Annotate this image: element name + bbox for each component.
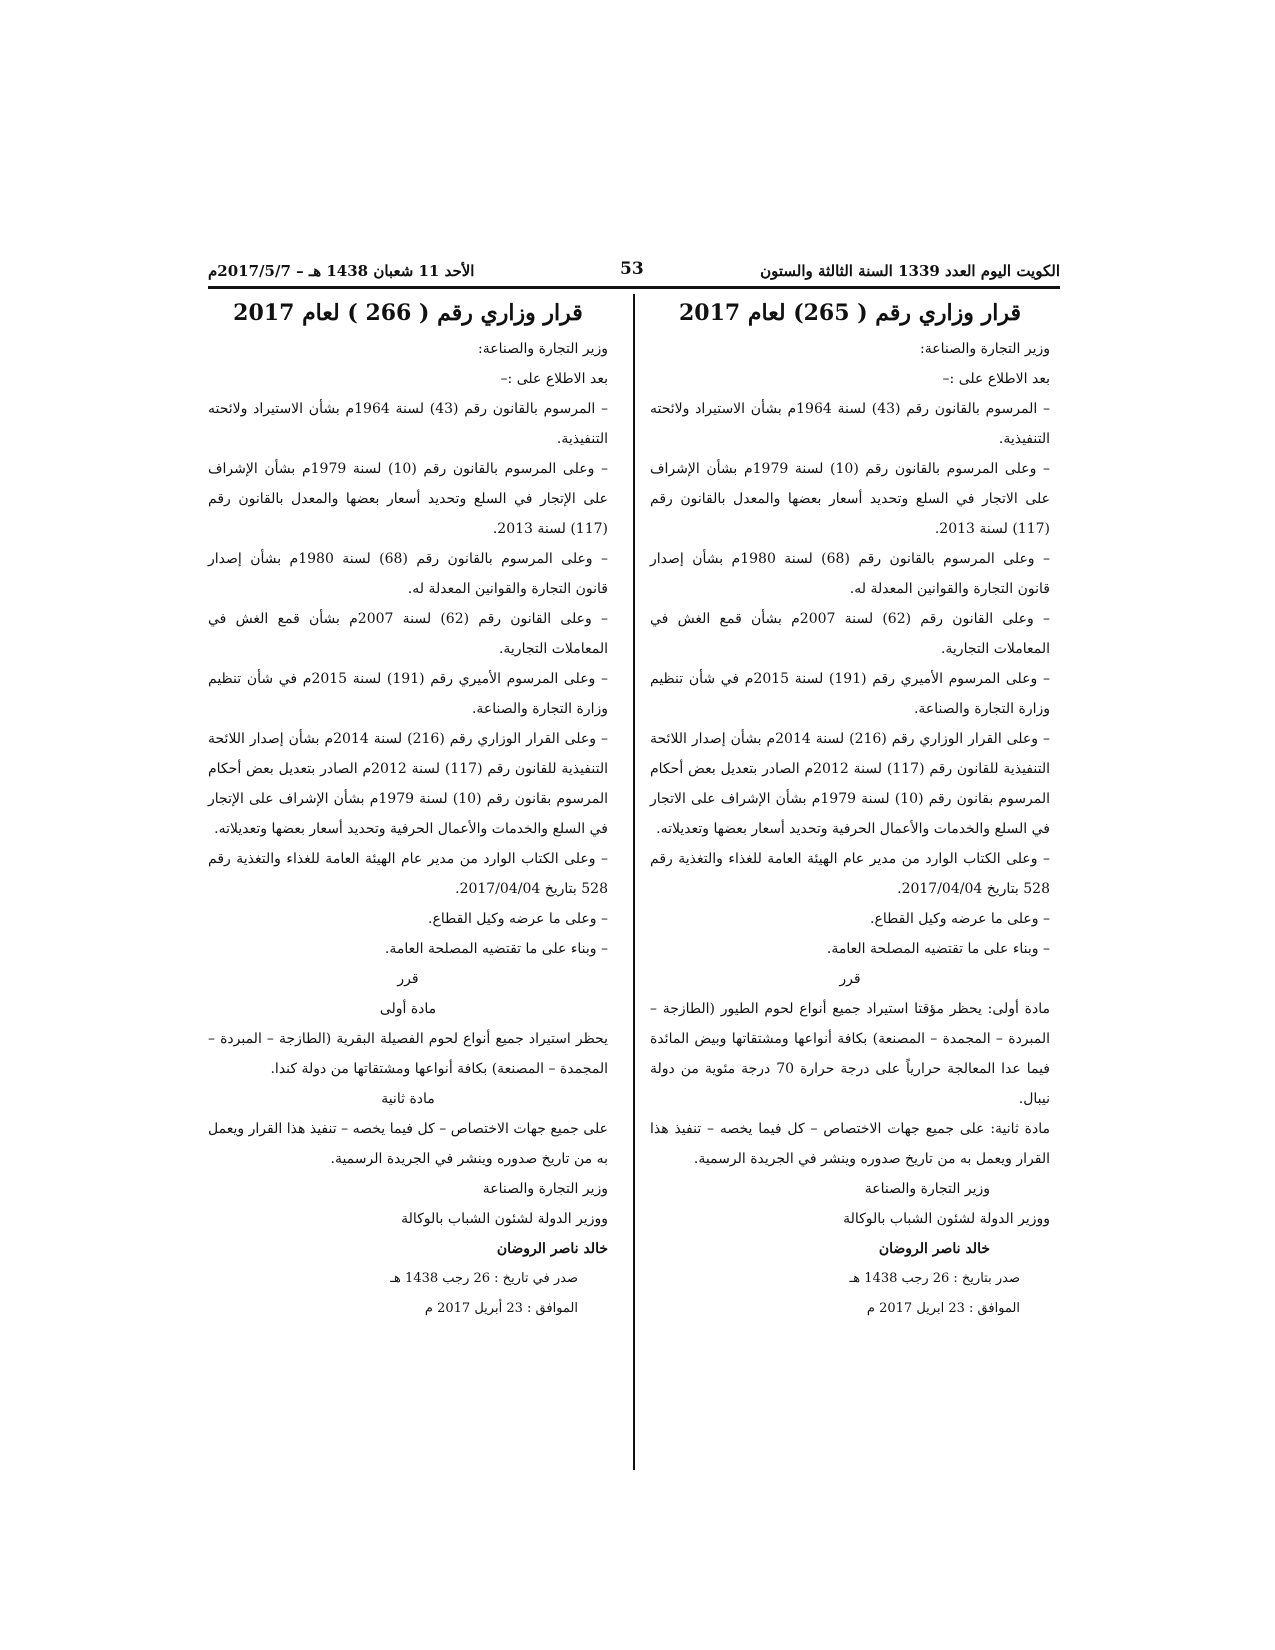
clause: – وعلى المرسوم الأميري رقم (191) لسنة 2015م في شأن تنظيم وزارة التجارة والصناعة. [208, 671, 608, 717]
signature-title: وزير التجارة والصناعة [864, 1181, 990, 1197]
clause: – وبناء على ما تقتضيه المصلحة العامة. [384, 941, 608, 957]
clause: – وعلى المرسوم بالقانون رقم (68) لسنة 1980م بشأن إصدار قانون التجارة والقوانين المعدلة له. [208, 551, 608, 597]
decision-title: قرار وزاري رقم ( 265) لعام 2017 [679, 300, 1021, 326]
signature-title-2: ووزير الدولة لشئون الشباب بالوكالة [401, 1211, 608, 1227]
clause: – وعلى الكتاب الوارد من مدير عام الهيئة العامة للغذاء والتغذية رقم 528 بتاريخ 2017/04/04. [650, 851, 1050, 897]
article-1-heading: مادة أولى [379, 1001, 437, 1017]
clause: – وعلى المرسوم بالقانون رقم (10) لسنة 1979م بشأن الإشراف على الإتجار في السلع وتحديد أسعار بعضها والمعدل بالقانون رقم (117) لسنة 2013. [208, 461, 608, 537]
clause: – وعلى القرار الوزاري رقم (216) لسنة 2014م بشأن إصدار اللائحة التنفيذية للقانون رقم (117) لسنة 2012م الصادر بتعديل بعض أحكام المرسوم بقانون رقم (10) لسنة 1979م بشأن الإشراف على الاتجار في السلع والخدمات والأعمال الحرفية وتحديد أسعار بعضها وتعديلاته. [650, 731, 1051, 837]
clause: – وعلى المرسوم بالقانون رقم (68) لسنة 1980م بشأن إصدار قانون التجارة والقوانين المعدلة له. [650, 551, 1050, 597]
decision-265 [650, 294, 1050, 1324]
minister-line: وزير التجارة والصناعة: [478, 341, 608, 357]
issued-date: صدر بتاريخ : 26 رجب 1438 هـ [849, 1271, 1020, 1286]
minister-line: وزير التجارة والصناعة: [920, 341, 1050, 357]
column-divider [633, 294, 635, 1470]
corresponding-date: الموافق : 23 ابريل 2017 م [866, 1301, 1020, 1316]
page-header [208, 258, 1060, 284]
clause: – وبناء على ما تقتضيه المصلحة العامة. [826, 941, 1050, 957]
header-rule [208, 286, 1060, 289]
decided-heading: قرر [839, 971, 861, 987]
decision-title: قرار وزاري رقم ( 266 ) لعام 2017 [233, 300, 583, 326]
issued-date: صدر في تاريخ : 26 رجب 1438 هـ [390, 1271, 578, 1286]
decision-266 [208, 294, 608, 1324]
article-1: يحظر استيراد جميع أنواع لحوم الفصيلة البقرية (الطازجة – المبردة – المجمدة – المصنعة) بكافة أنواعها ومشتقاتها من دولة كندا. [208, 1031, 608, 1077]
article-2: مادة ثانية: على جميع جهات الاختصاص – كل فيما يخصه – تنفيذ هذا القرار ويعمل به من تاريخ صدوره وينشر في الجريدة الرسمية. [650, 1121, 1050, 1167]
article-2: على جميع جهات الاختصاص – كل فيما يخصه – تنفيذ هذا القرار ويعمل به من تاريخ صدوره وينشر في الجريدة الرسمية. [208, 1121, 608, 1167]
clause: – المرسوم بالقانون رقم (43) لسنة 1964م بشأن الاستيراد ولائحته التنفيذية. [208, 401, 608, 447]
signature-title: وزير التجارة والصناعة [482, 1181, 608, 1197]
signatory-name: خالد ناصر الروضان [496, 1241, 608, 1257]
corresponding-date: الموافق : 23 أبريل 2017 م [424, 1301, 578, 1316]
clause: – وعلى القانون رقم (62) لسنة 2007م بشأن قمع الغش في المعاملات التجارية. [650, 611, 1050, 657]
after-review-line: بعد الاطلاع على :– [942, 371, 1050, 387]
gazette-issue: الكويت اليوم العدد 1339 السنة الثالثة والستون [760, 262, 1060, 280]
clause: – وعلى القرار الوزاري رقم (216) لسنة 2014م بشأن إصدار اللائحة التنفيذية للقانون رقم (117) لسنة 2012م الصادر بتعديل بعض أحكام المرسوم بقانون رقم (10) لسنة 1979م بشأن الإشراف على الإتجار في السلع والخدمات والأعمال الحرفية وتحديد أسعار بعضها وتعديلاته. [208, 731, 609, 837]
article-1: مادة أولى: يحظر مؤقتا استيراد جميع أنواع لحوم الطيور (الطازجة – المبردة – المجمدة – المصنعة) بكافة أنواعها ومشتقاتها وبيض المائدة فيما عدا المعالجة حرارياً على درجة حرارة 70 درجة مئوية من دولة نيبال. [650, 1001, 1050, 1107]
clause: – وعلى ما عرضه وكيل القطاع. [870, 911, 1050, 927]
clause: – وعلى المرسوم بالقانون رقم (10) لسنة 1979م بشأن الإشراف على الاتجار في السلع وتحديد أسعار بعضها والمعدل بالقانون رقم (117) لسنة 2013. [650, 461, 1050, 537]
clause: – وعلى القانون رقم (62) لسنة 2007م بشأن قمع الغش في المعاملات التجارية. [208, 611, 608, 657]
issue-date: الأحد 11 شعبان 1438 هـ – 2017/5/7م [208, 262, 475, 280]
after-review-line: بعد الاطلاع على :– [500, 371, 608, 387]
clause: – المرسوم بالقانون رقم (43) لسنة 1964م بشأن الاستيراد ولائحته التنفيذية. [650, 401, 1050, 447]
decided-heading: قرر [397, 971, 419, 987]
signature-title-2: ووزير الدولة لشئون الشباب بالوكالة [843, 1211, 1050, 1227]
clause: – وعلى ما عرضه وكيل القطاع. [428, 911, 608, 927]
page-number: 53 [620, 259, 644, 279]
signatory-name: خالد ناصر الروضان [878, 1241, 990, 1257]
clause: – وعلى الكتاب الوارد من مدير عام الهيئة العامة للغذاء والتغذية رقم 528 بتاريخ 2017/04/04. [208, 851, 608, 897]
clause: – وعلى المرسوم الأميري رقم (191) لسنة 2015م في شأن تنظيم وزارة التجارة والصناعة. [650, 671, 1050, 717]
article-2-heading: مادة ثانية [381, 1091, 435, 1107]
